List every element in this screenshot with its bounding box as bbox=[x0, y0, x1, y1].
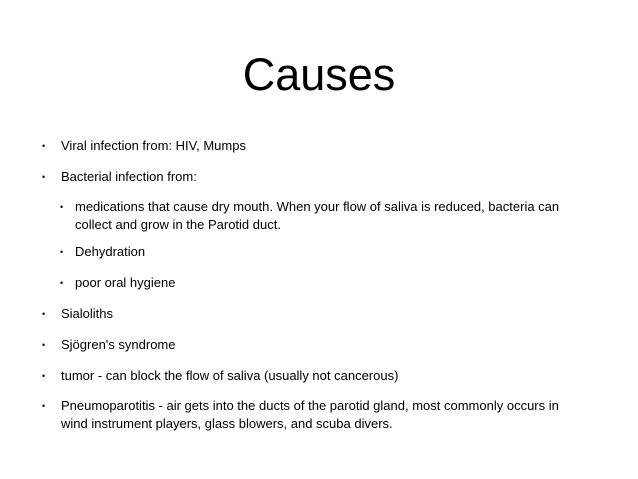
list-item-text: Sialoliths bbox=[61, 306, 114, 321]
list-item-text: Dehydration bbox=[75, 244, 146, 259]
sub-list-item-poor-oral-hygiene bbox=[75, 274, 595, 292]
list-item-text-line-1: medications that cause dry mouth. When your flow of saliva is reduced, bacteria can bbox=[75, 199, 560, 214]
list-item-text: Bacterial infection from: bbox=[61, 169, 197, 184]
sub-bullet-icon: • bbox=[60, 202, 64, 212]
list-item-viral-infection bbox=[61, 137, 621, 155]
list-item-sjogrens-syndrome bbox=[61, 336, 621, 354]
list-item-text-line-2: wind instrument players, glass blowers, and scuba divers. bbox=[61, 416, 393, 431]
bullet-icon: • bbox=[42, 172, 46, 182]
bullet-icon: • bbox=[42, 141, 46, 151]
sub-list-item-dehydration bbox=[75, 243, 595, 261]
sub-bullet-icon: • bbox=[60, 278, 64, 288]
bullet-icon: • bbox=[42, 371, 46, 381]
sub-bullet-icon: • bbox=[60, 247, 64, 257]
list-item-pneumoparotitis bbox=[61, 397, 621, 433]
list-item-text: poor oral hygiene bbox=[75, 275, 176, 290]
bullet-icon: • bbox=[42, 401, 46, 411]
sub-list-item-medications bbox=[75, 198, 595, 234]
list-item-sialoliths bbox=[61, 305, 621, 323]
list-item-tumor bbox=[61, 367, 621, 385]
slide-title: Causes bbox=[242, 49, 396, 100]
list-item-text: Sjögren's syndrome bbox=[61, 337, 176, 352]
bullet-icon: • bbox=[42, 340, 46, 350]
list-item-text: Viral infection from: HIV, Mumps bbox=[61, 138, 246, 153]
list-item-bacterial-infection bbox=[61, 168, 621, 186]
list-item-text: tumor - can block the flow of saliva (usually not cancerous) bbox=[61, 368, 399, 383]
bullet-icon: • bbox=[42, 309, 46, 319]
list-item-text-line-1: Pneumoparotitis - air gets into the ducts of the parotid gland, most commonly occurs in bbox=[61, 398, 559, 413]
list-item-text-line-2: collect and grow in the Parotid duct. bbox=[75, 217, 281, 232]
